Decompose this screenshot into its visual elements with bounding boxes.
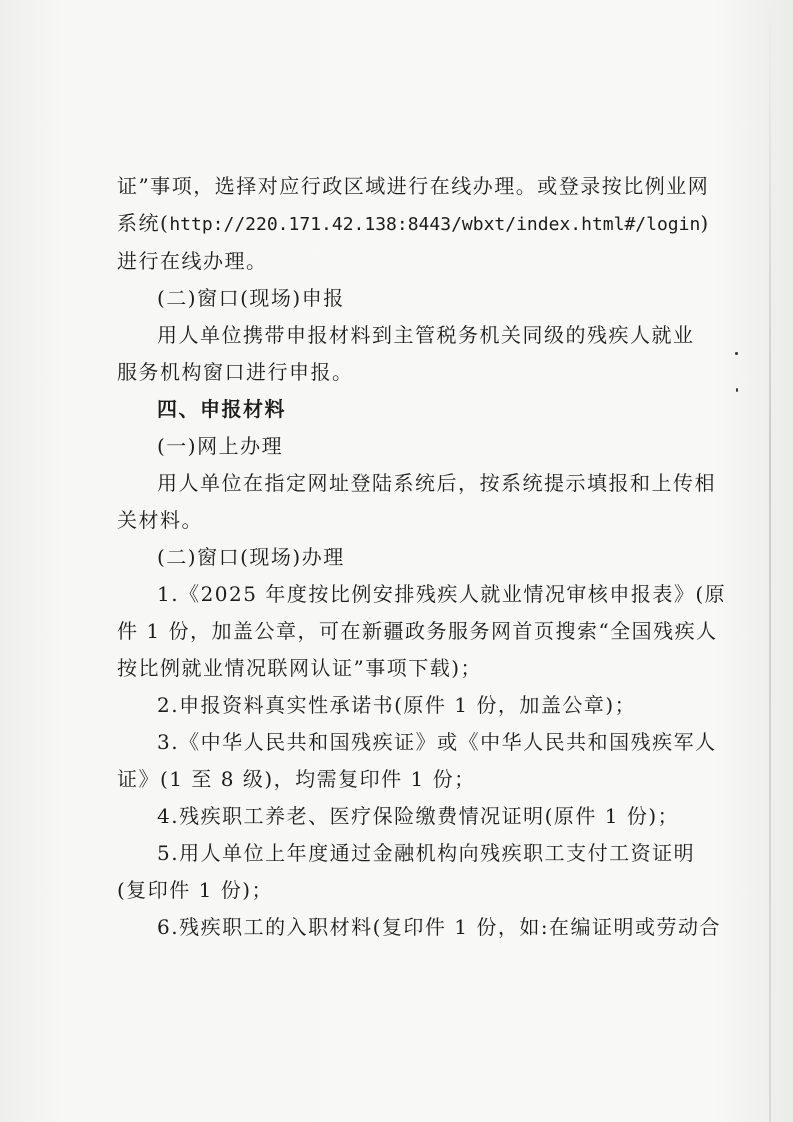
list-item-1-cont: 件 1 份，加盖公章，可在新疆政务服务网首页搜索“全国残疾人 — [117, 619, 718, 643]
body-line: 进行在线办理。 — [117, 249, 268, 273]
body-line: 用人单位携带申报材料到主管税务机关同级的残疾人就业 — [157, 323, 695, 347]
subheading-window-declare: (二)窗口(现场)申报 — [157, 286, 345, 310]
list-item-5: 5.用人单位上年度通过金融机构向残疾职工支付工资证明 — [157, 841, 696, 865]
page-edge-shadow — [769, 0, 771, 1122]
list-item-4: 4.残疾职工养老、医疗保险缴费情况证明(原件 1 份)； — [157, 804, 680, 828]
list-item-5-cont: (复印件 1 份)； — [117, 878, 274, 902]
body-line-url: 系统(http://220.171.42.138:8443/wbxt/index.html#/login) — [117, 211, 710, 235]
list-item-3: 3.《中华人民共和国残疾证》或《中华人民共和国残疾军人 — [157, 730, 717, 754]
subheading-window-handle: (二)窗口(现场)办理 — [157, 545, 345, 569]
list-item-6: 6.残疾职工的入职材料(复印件 1 份，如:在编证明或劳动合 — [157, 915, 722, 939]
list-item-3-cont: 证》(1 至 8 级)，均需复印件 1 份； — [117, 767, 476, 791]
body-line: 关材料。 — [117, 508, 203, 532]
body-line: 证”事项，选择对应行政区域进行在线办理。或登录按比例业网 — [117, 174, 710, 198]
scan-speck — [736, 388, 738, 392]
list-item-1-cont: 按比例就业情况联网认证”事项下载)； — [117, 656, 483, 680]
document-body — [117, 168, 727, 946]
list-item-1: 1.《2025 年度按比例安排残疾人就业情况审核申报表》(原 — [157, 582, 727, 606]
body-line: 服务机构窗口进行申报。 — [117, 360, 354, 384]
section-heading-materials: 四、申报材料 — [157, 397, 286, 421]
list-item-2: 2.申报资料真实性承诺书(原件 1 份，加盖公章)； — [157, 693, 637, 717]
system-url: http://220.171.42.138:8443/wbxt/index.html#/login — [169, 214, 701, 235]
subheading-online: (一)网上办理 — [157, 434, 284, 458]
scan-speck — [735, 352, 738, 355]
body-line: 用人单位在指定网址登陆系统后，按系统提示填报和上传相 — [157, 471, 716, 495]
